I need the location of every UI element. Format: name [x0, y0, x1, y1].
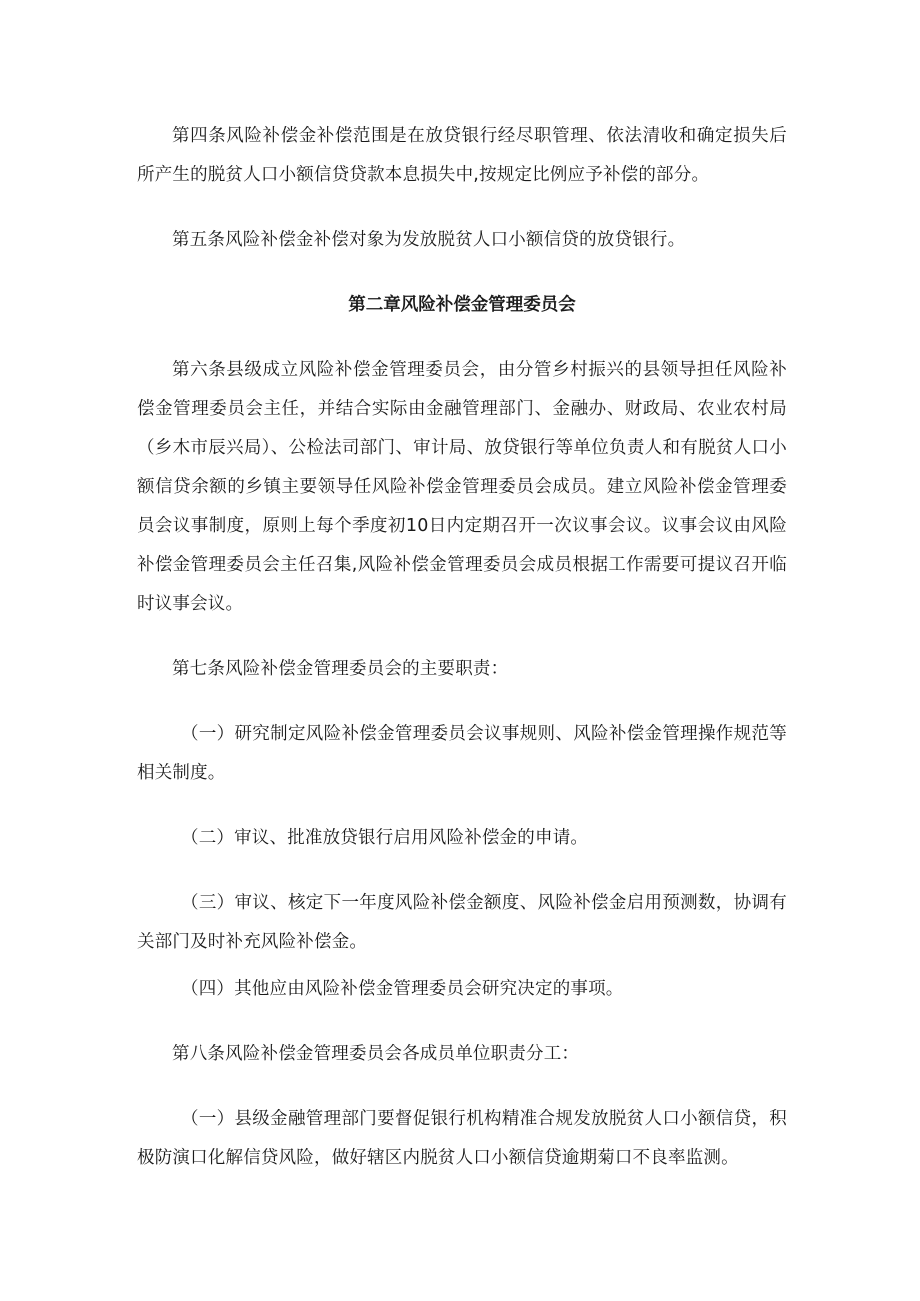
article-8: 第八条风险补偿金管理委员会各成员单位职责分工： [172, 1044, 580, 1064]
article-7-item-2: （二）审议、批准放贷银行启用风险补偿金的申请。 [181, 828, 589, 848]
article-7: 第七条风险补偿金管理委员会的主要职责： [172, 659, 509, 679]
chapter-heading: 第二章风险补偿金管理委员会 [348, 295, 576, 315]
article-5: 第五条风险补偿金补偿对象为发放脱贫人口小额信贷的放贷银行。 [172, 230, 686, 250]
article-7-item-1: （一）研究制定风险补偿金管理委员会议事规则、风险补偿金管理操作规范等相关制度。 [137, 724, 787, 783]
article-7-item-3: （三）审议、核定下一年度风险补偿金额度、风险补偿金启用预测数，协调有关部门及时补充风险补偿金。 [137, 893, 787, 952]
article-8-item-1: （一）县级金融管理部门要督促银行机构精准合规发放脱贫人口小额信贷，积极防演口化解信贷风险，做好辖区内脱贫人口小额信贷逾期菊口不良率监测。 [137, 1109, 787, 1168]
article-7-item-4: （四）其他应由风险补偿金管理委员会研究决定的事项。 [181, 979, 624, 999]
article-6: 第六条县级成立风险补偿金管理委员会，由分管乡村振兴的县领导担任风险补偿金管理委员会主任，并结合实际由金融管理部门、金融办、财政局、农业农村局（乡木市辰兴局）、公检法司部门、审计局、放贷银行等单位负责人和有脱贫人口小额信贷余额的乡镇主要领导任风险补偿金管理委员会成员。建立风险补偿金管理委员会议事制度，原则上每个季度初10日内定期召开一次议事会议。议事会议由风险补偿金管理委员会主任召集,风险补偿金管理委员会成员根据工作需要可提议召开临时议事会议。 [137, 360, 787, 614]
document-page [137, 117, 787, 1178]
article-4: 第四条风险补偿金补偿范围是在放贷银行经尽职管理、依法清收和确定损失后所产生的脱贫人口小额信贷贷款本息损失中,按规定比例应予补偿的部分。 [137, 126, 787, 185]
